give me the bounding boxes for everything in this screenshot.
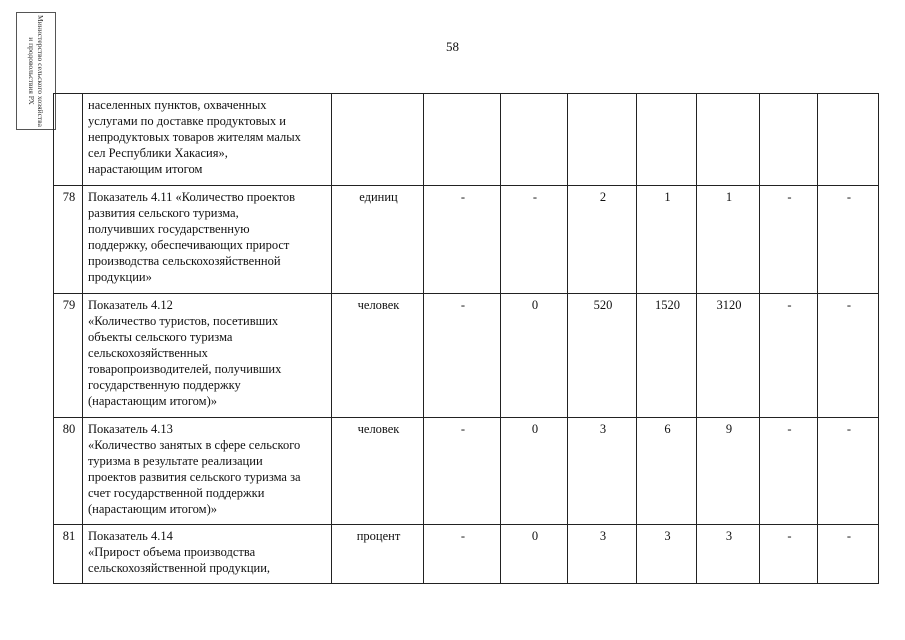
value-cell: 2 (568, 186, 637, 294)
value-cell: 0 (501, 294, 568, 418)
row-number: 78 (54, 186, 83, 294)
table-row (54, 418, 879, 525)
indicator-description: Показатель 4.11 «Количество проектов развития сельского туризма, получивших государственную поддержку, обеспечивающих прирост производства сельскохозяйственной продукции» (83, 186, 332, 294)
row-number: 81 (54, 525, 83, 584)
value-cell: - (760, 186, 818, 294)
table-row (54, 94, 879, 186)
value-cell: - (760, 525, 818, 584)
value-cell: - (818, 294, 879, 418)
value-cell (697, 94, 760, 186)
unit-cell: человек (332, 418, 424, 525)
value-cell (760, 94, 818, 186)
value-cell: 3 (697, 525, 760, 584)
page-number: 58 (446, 39, 459, 54)
stamp-text: Министерство сельского хозяйства и продовольствия РХ (27, 15, 45, 127)
value-cell: - (424, 525, 501, 584)
value-cell: - (501, 186, 568, 294)
table-row (54, 186, 879, 294)
indicators-table (53, 93, 879, 584)
value-cell: 6 (637, 418, 697, 525)
value-cell: - (818, 186, 879, 294)
unit-cell: человек (332, 294, 424, 418)
value-cell: - (818, 418, 879, 525)
value-cell: - (818, 525, 879, 584)
value-cell: 9 (697, 418, 760, 525)
value-cell: - (760, 294, 818, 418)
value-cell: - (424, 418, 501, 525)
value-cell: 520 (568, 294, 637, 418)
value-cell (818, 94, 879, 186)
value-cell: 3120 (697, 294, 760, 418)
unit-cell (332, 94, 424, 186)
indicator-description: Показатель 4.13 «Количество занятых в сфере сельского туризма в результате реализации проектов развития сельского туризма за счет государственной поддержки (нарастающим итогом)» (83, 418, 332, 525)
approval-stamp (16, 12, 56, 130)
row-number: 80 (54, 418, 83, 525)
indicator-description: Показатель 4.14 «Прирост объема производства сельскохозяйственной продукции, (83, 525, 332, 584)
value-cell: - (760, 418, 818, 525)
table-row (54, 294, 879, 418)
indicator-description: населенных пунктов, охваченных услугами по доставке продуктовых и непродуктовых товаров жителям малых сел Республики Хакасия», нарастающим итогом (83, 94, 332, 186)
value-cell (424, 94, 501, 186)
value-cell: 3 (637, 525, 697, 584)
value-cell: - (424, 294, 501, 418)
unit-cell: процент (332, 525, 424, 584)
row-number: 79 (54, 294, 83, 418)
value-cell: 3 (568, 418, 637, 525)
unit-cell: единиц (332, 186, 424, 294)
value-cell: 1 (637, 186, 697, 294)
value-cell: 0 (501, 525, 568, 584)
value-cell (501, 94, 568, 186)
row-number (54, 94, 83, 186)
value-cell: 0 (501, 418, 568, 525)
table-row (54, 525, 879, 584)
value-cell: 1 (697, 186, 760, 294)
indicator-description: Показатель 4.12 «Количество туристов, посетивших объекты сельского туризма сельскохозяйственных товаропроизводителей, получивших государственную поддержку (нарастающим итогом)» (83, 294, 332, 418)
value-cell (568, 94, 637, 186)
value-cell: - (424, 186, 501, 294)
value-cell: 1520 (637, 294, 697, 418)
value-cell (637, 94, 697, 186)
value-cell: 3 (568, 525, 637, 584)
